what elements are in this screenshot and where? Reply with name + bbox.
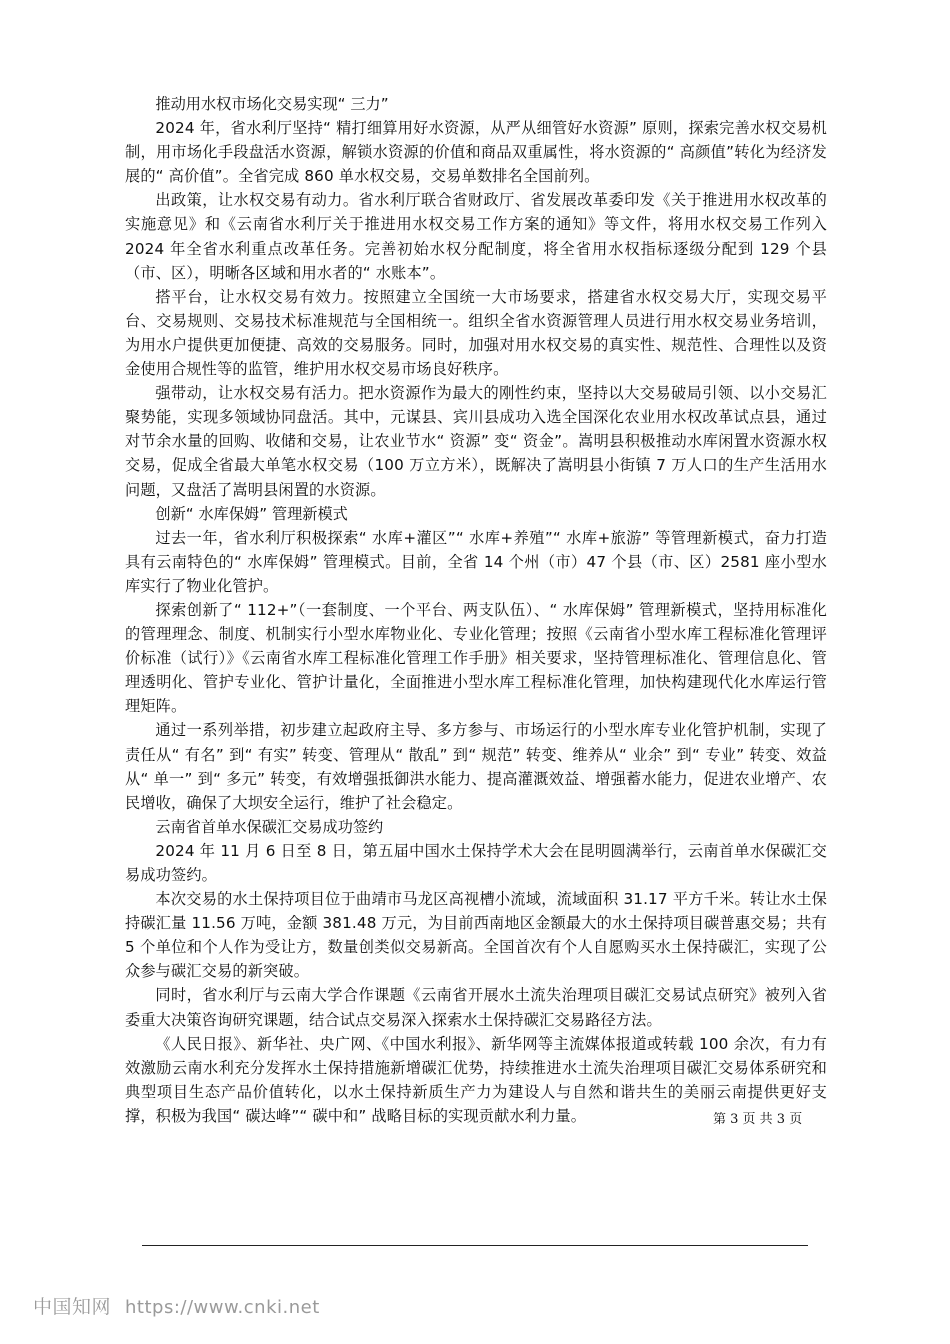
paragraph: 2024 年 11 月 6 日至 8 日，第五届中国水土保持学术大会在昆明圆满举行，云南首单水保碳汇交易成功签约。 — [125, 841, 827, 884]
section-heading-carbon-sink: 云南省首单水保碳汇交易成功签约 — [155, 817, 384, 836]
footer-divider — [142, 1245, 808, 1246]
cnki-watermark — [33, 1295, 320, 1320]
paragraph: 同时，省水利厅与云南大学合作课题《云南省开展水土流失治理项目碳汇交易试点研究》被列入省委重大决策咨询研究课题，结合试点交易深入探索水土保持碳汇交易路径方法。 — [125, 986, 827, 1029]
paragraph: 搭平台，让水权交易有效力。按照建立全国统一大市场要求，搭建省水权交易大厅，实现交易平台、交易规则、交易技术标准规范与全国相统一。组织全省水资源管理人员进行用水权交易业务培训，为用水户提供更加便捷、高效的交易服务。同时，加强对用水权交易的真实性、规范性、合理性以及资金使用合规性等的监管，维护用水权交易市场良好秩序。 — [125, 287, 827, 379]
paragraph: 过去一年，省水利厅积极探索“ 水库+灌区”“ 水库+养殖”“ 水库+旅游” 等管理新模式，奋力打造具有云南特色的“ 水库保姆” 管理模式。目前，全省 14 个州（市）47 个县（市、区）2581 座小型水库实行了物业化管护。 — [125, 528, 827, 595]
paragraph: 本次交易的水土保持项目位于曲靖市马龙区高视槽小流域，流域面积 31.17 平方千米。转让水土保持碳汇量 11.56 万吨，金额 381.48 万元，为目前西南地区金额最大的水土保持项目碳普惠交易；共有 5 个单位和个人作为受让方，数量创类似交易新高。全国首次有个人自愿购买水土保持碳汇，实现了公众参与碳汇交易的新突破。 — [125, 890, 827, 981]
paragraph: 出政策，让水权交易有动力。省水利厅联合省财政厅、省发展改革委印发《关于推进用水权改革的实施意见》和《云南省水利厅关于推进用水权交易工作方案的通知》等文件，将用水权交易工作列入 2024 年全省水利重点改革任务。完善初始水权分配制度，将全省用水权指标逐级分配到 129 个县（市、区），明晰各区域和用水者的“ 水账本”。 — [125, 191, 827, 282]
section-heading-reservoir-nanny: 创新“ 水库保姆” 管理新模式 — [155, 504, 348, 523]
paragraph: 《人民日报》、新华社、央广网、《中国水利报》、新华网等主流媒体报道或转载 100 余次，有力有效激励云南水利充分发挥水土保持措施新增碳汇优势，持续推进水土流失治理项目碳汇交易体系研究和典型项目生态产品价值转化，以水土保持新质生产力为建设人与自然和谐共生的美丽云南提供更好支撑，积极为我国“ 碳达峰”“ 碳中和” 战略目标的实现贡献水利力量。 — [125, 1034, 827, 1125]
watermark-url: https://www.cnki.net — [125, 1297, 320, 1318]
paragraph: 2024 年，省水利厅坚持“ 精打细算用好水资源，从严从细管好水资源” 原则，探索完善水权交易机制，用市场化手段盘活水资源，解锁水资源的价值和商品双重属性，将水资源的“ 高颜值”转化为经济发展的“ 高价值”。全省完成 860 单水权交易，交易单数排名全国前列。 — [125, 119, 827, 186]
watermark-brand: 中国知网 — [33, 1296, 112, 1318]
section-heading-water-rights: 推动用水权市场化交易实现“ 三力” — [155, 95, 389, 113]
paragraph: 探索创新了“ 112+”（一套制度、一个平台、两支队伍）、“ 水库保姆” 管理新模式，坚持用标准化的管理理念、制度、机制实行小型水库物业化、专业化管理；按照《云南省小型水库工程标准化管理评价标准（试行）》《云南省水库工程标准化管理工作手册》相关要求，坚持管理标准化、管理信息化、管理透明化、管护专业化、管护计量化，全面推进小型水库工程标准化管理，加快构建现代化水库运行管理矩阵。 — [125, 600, 827, 716]
paragraph: 通过一系列举措，初步建立起政府主导、多方参与、市场运行的小型水库专业化管护机制，实现了责任从“ 有名” 到“ 有实” 转变、管理从“ 散乱” 到“ 规范” 转变、维养从“ 业余” 到“ 专业” 转变、效益从“ 单一” 到“ 多元” 转变，有效增强抵御洪水能力、提高灌溉效益、增强蓄水能力，促进农业增产、农民增收，确保了大坝安全运行，维护了社会稳定。 — [125, 721, 827, 812]
document-body — [125, 92, 827, 1128]
page-number: 第 3 页 共 3 页 — [713, 1112, 803, 1127]
paragraph: 强带动，让水权交易有活力。把水资源作为最大的刚性约束，坚持以大交易破局引领、以小交易汇聚势能，实现多领域协同盘活。其中，元谋县、宾川县成功入选全国深化农业用水权改革试点县，通过对节余水量的回购、收储和交易，让农业节水“ 资源” 变“ 资金”。嵩明县积极推动水库闲置水资源水权交易，促成全省最大单笔水权交易（100 万立方米），既解决了嵩明县小街镇 7 万人口的生产生活用水问题，又盘活了嵩明县闲置的水资源。 — [125, 384, 827, 499]
